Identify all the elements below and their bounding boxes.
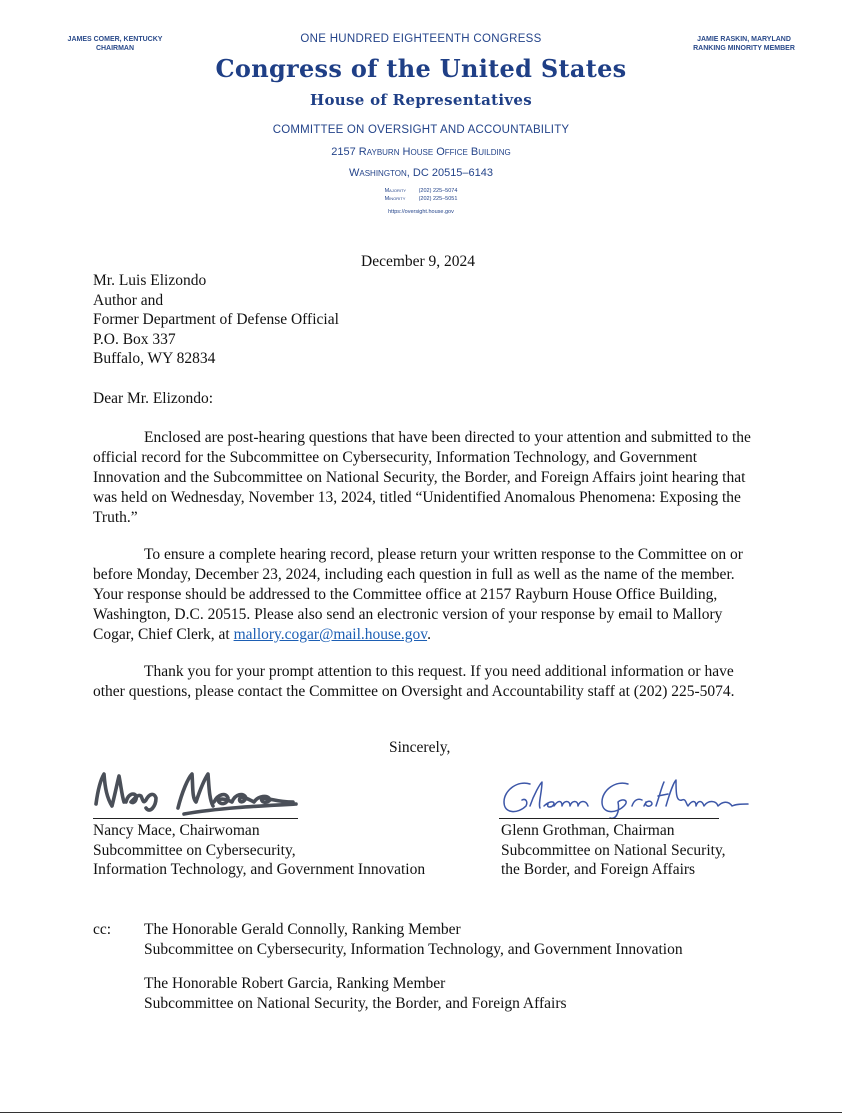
ranking-member-title: RANKING MINORITY MEMBER [693,45,795,52]
recipient-line: Author and [93,292,164,309]
signatory-subcommittee: Subcommittee on National Security, [501,841,726,859]
recipient-line: Former Department of Defense Official [93,311,339,328]
cc-recipient: The Honorable Gerald Connolly, Ranking Member [144,921,461,938]
minority-phone: (202) 225–5051 [418,195,458,202]
congress-title: Congress of the United States [215,54,627,83]
recipient-line: Mr. Luis Elizondo [93,272,207,289]
page-bottom-rule [0,1112,842,1113]
website-link[interactable]: https://oversight.house.gov [388,209,454,215]
cc-subcommittee: Subcommittee on National Security, the Border, and Foreign Affairs [144,995,567,1012]
paragraph-3: Thank you for your prompt attention to this request. If you need additional information or have other questions, please contact the Committee on Oversight and Accountability staff at (202) 225-5074. [93,663,735,700]
chairman-title: CHAIRMAN [95,45,135,52]
paragraph-2-text: To ensure a complete hearing record, please return your written response to the Committee on or before Monday, December 23, 2024, including each question in full as well as the name of the member. Your response should be addressed to the Committee office at 2157 Rayburn House Office Building, Washington, D.C. 20515. Please also send an electronic version of your response by email to Mallory Cogar, Chief Clerk, at [93,546,743,643]
signatory-block-mace [93,821,425,880]
signatory-block-grothman [501,821,726,880]
house-title: House of Representatives [310,91,532,109]
email-link[interactable]: mallory.cogar@mail.house.gov [233,626,428,643]
cc-subcommittee: Subcommittee on Cybersecurity, Information Technology, and Government Innovation [144,941,683,958]
majority-phone: (202) 225–5074 [418,188,458,194]
signatory-name-title: Glenn Grothman, Chairman [501,822,675,839]
recipient-line: P.O. Box 337 [93,331,176,348]
chairman-name: JAMES COMER, KENTUCKY [67,36,163,43]
signature-nancy-mace [88,764,303,826]
paragraph-2 [93,545,757,645]
cc-entry-garcia [144,974,567,1014]
paragraph-2-end: . [427,626,431,643]
committee-name: COMMITTEE ON OVERSIGHT AND ACCOUNTABILITY [272,124,570,136]
salutation: Dear Mr. Elizondo: [93,390,214,407]
cc-recipient: The Honorable Robert Garcia, Ranking Member [144,975,446,992]
cc-entry-connolly [144,920,683,960]
congress-number: ONE HUNDRED EIGHTEENTH CONGRESS [300,33,542,45]
ranking-member-name: JAMIE RASKIN, MARYLAND [697,36,791,43]
minority-label: Minority [384,195,406,202]
chairman-block [60,35,170,53]
signatory-subcommittee: Subcommittee on Cybersecurity, [93,841,296,859]
signature-line [499,818,719,819]
signature-glenn-grothman [496,772,754,822]
closing: Sincerely, [389,739,451,756]
signatory-name-title: Nancy Mace, Chairwoman [93,822,260,839]
address-building: 2157 Rayburn House Office Building [331,146,511,158]
signature-line [93,818,298,819]
cc-label: cc: [93,921,112,938]
letter-date: December 9, 2024 [361,253,476,270]
signatory-subcommittee-cont: the Border, and Foreign Affairs [501,861,696,878]
address-city: Washington, DC 20515–6143 [348,167,494,179]
phone-numbers [171,188,671,203]
majority-label: Majority [384,188,407,194]
signatory-subcommittee-cont: Information Technology, and Government Innovation [93,861,426,878]
ranking-member-block [682,35,806,53]
paragraph-1: Enclosed are post-hearing questions that have been directed to your attention and submitted to the official record for the Subcommittee on Cybersecurity, Information Technology, and Government Innovation and the Subcommittee on National Security, the Border, and Foreign Affairs joint hearing that was held on Wednesday, November 13, 2024, titled “Unidentified Anomalous Phenomena: Exposing the Truth.” [93,429,751,526]
recipient-line: Buffalo, WY 82834 [93,350,216,367]
